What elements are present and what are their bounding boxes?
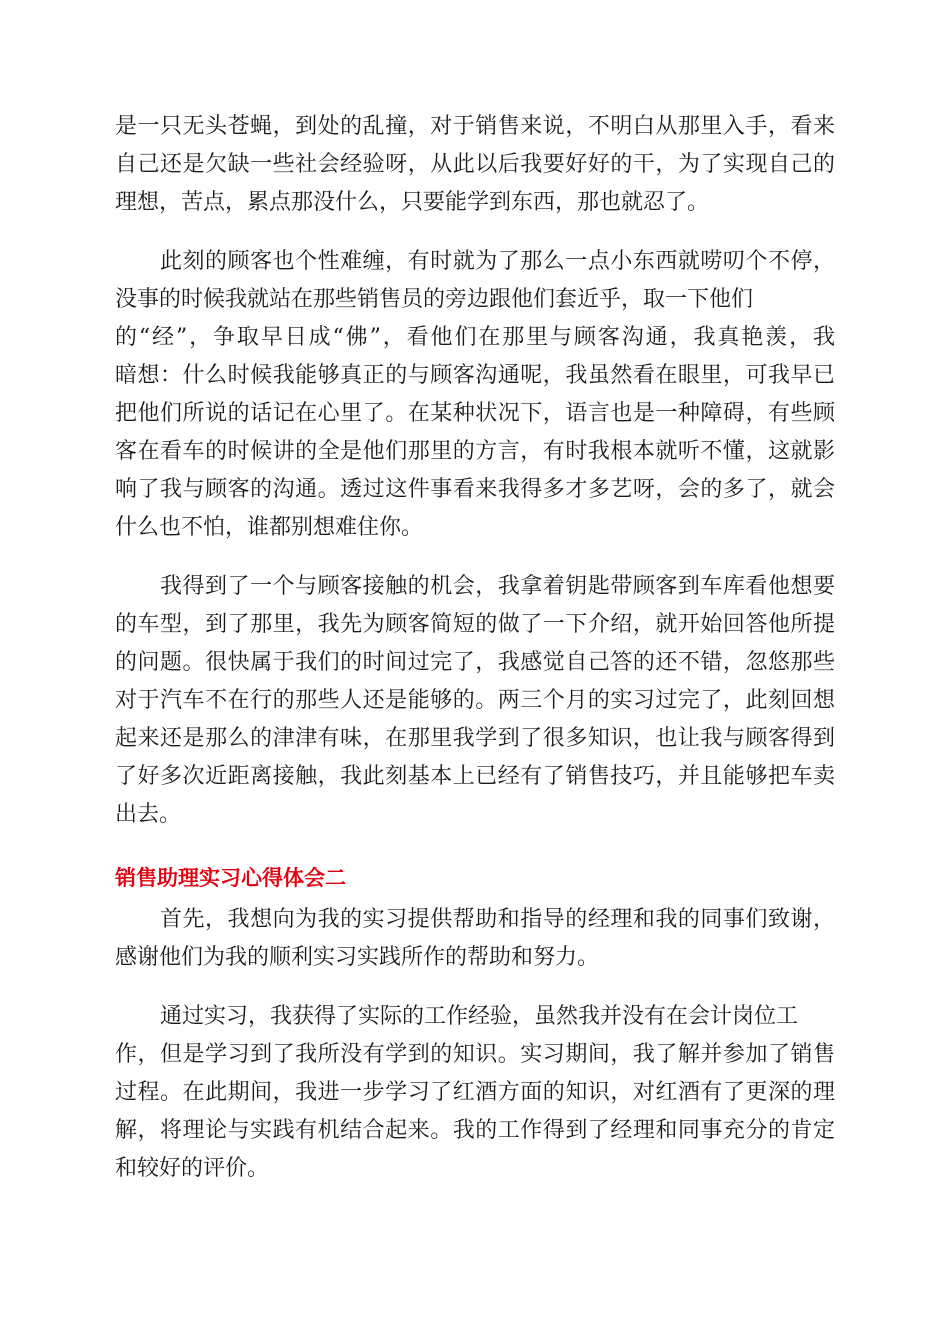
text-line: 理想，苦点，累点那没什么，只要能学到东西，那也就忍了。	[115, 190, 710, 215]
paragraph	[115, 108, 835, 222]
text-line: 的车型，到了那里，我先为顾客简短的做了一下介绍，就开始回答他所提	[115, 612, 835, 637]
text-line: 客在看车的时候讲的全是他们那里的方言，有时我根本就听不懂，这就影	[115, 439, 835, 464]
text-line: 此刻的顾客也个性难缠，有时就为了那么一点小东西就唠叨个不停，	[160, 249, 835, 274]
document-body	[115, 108, 835, 1188]
paragraph	[115, 243, 835, 547]
text-line: 暗想：什么时候我能够真正的与顾客沟通呢，我虽然看在眼里，可我早已	[115, 363, 835, 388]
text-line: 什么也不怕，谁都别想难住你。	[115, 515, 424, 540]
paragraph	[115, 568, 835, 834]
text-line: 感谢他们为我的顺利实习实践所作的帮助和努力。	[115, 945, 600, 970]
text-line: 通过实习，我获得了实际的工作经验，虽然我并没有在会计岗位工	[160, 1004, 799, 1029]
text-line: 是一只无头苍蝇，到处的乱撞，对于销售来说，不明白从那里入手，看来	[115, 114, 835, 139]
text-line: 过程。在此期间，我进一步学习了红酒方面的知识，对红酒有了更深的理	[115, 1080, 835, 1105]
text-line: 作，但是学习到了我所没有学到的知识。实习期间，我了解并参加了销售	[115, 1042, 835, 1067]
text-line: 的“经”，争取早日成“佛”，看他们在那里与顾客沟通，我真艳羡，我	[115, 325, 835, 350]
text-line: 和较好的评价。	[115, 1156, 270, 1181]
text-line: 没事的时候我就站在那些销售员的旁边跟他们套近乎，取一下他们	[115, 287, 754, 312]
text-line: 出去。	[115, 802, 182, 827]
text-line: 我得到了一个与顾客接触的机会，我拿着钥匙带顾客到车库看他想要	[160, 574, 835, 599]
text-line: 了好多次近距离接触，我此刻基本上已经有了销售技巧，并且能够把车卖	[115, 764, 835, 789]
paragraph-spacer	[115, 547, 835, 568]
paragraph	[115, 901, 835, 977]
paragraph	[115, 998, 835, 1188]
paragraph-spacer	[115, 977, 835, 998]
text-line: 的问题。很快属于我们的时间过完了，我感觉自己答的还不错，忽悠那些	[115, 650, 835, 675]
text-line: 首先，我想向为我的实习提供帮助和指导的经理和我的同事们致谢，	[160, 907, 835, 932]
paragraph-spacer	[115, 834, 835, 855]
text-line: 自己还是欠缺一些社会经验呀，从此以后我要好好的干，为了实现自己的	[115, 152, 835, 177]
text-line: 把他们所说的话记在心里了。在某种状况下，语言也是一种障碍，有些顾	[115, 401, 835, 426]
text-line: 对于汽车不在行的那些人还是能够的。两三个月的实习过完了，此刻回想	[115, 688, 835, 713]
text-line: 起来还是那么的津津有味，在那里我学到了很多知识，也让我与顾客得到	[115, 726, 835, 751]
text-line: 响了我与顾客的沟通。透过这件事看来我得多才多艺呀，会的多了，就会	[115, 477, 835, 502]
section-heading: 销售助理实习心得体会二	[115, 866, 346, 890]
paragraph-spacer	[115, 222, 835, 243]
text-line: 解，将理论与实践有机结合起来。我的工作得到了经理和同事充分的肯定	[115, 1118, 835, 1143]
